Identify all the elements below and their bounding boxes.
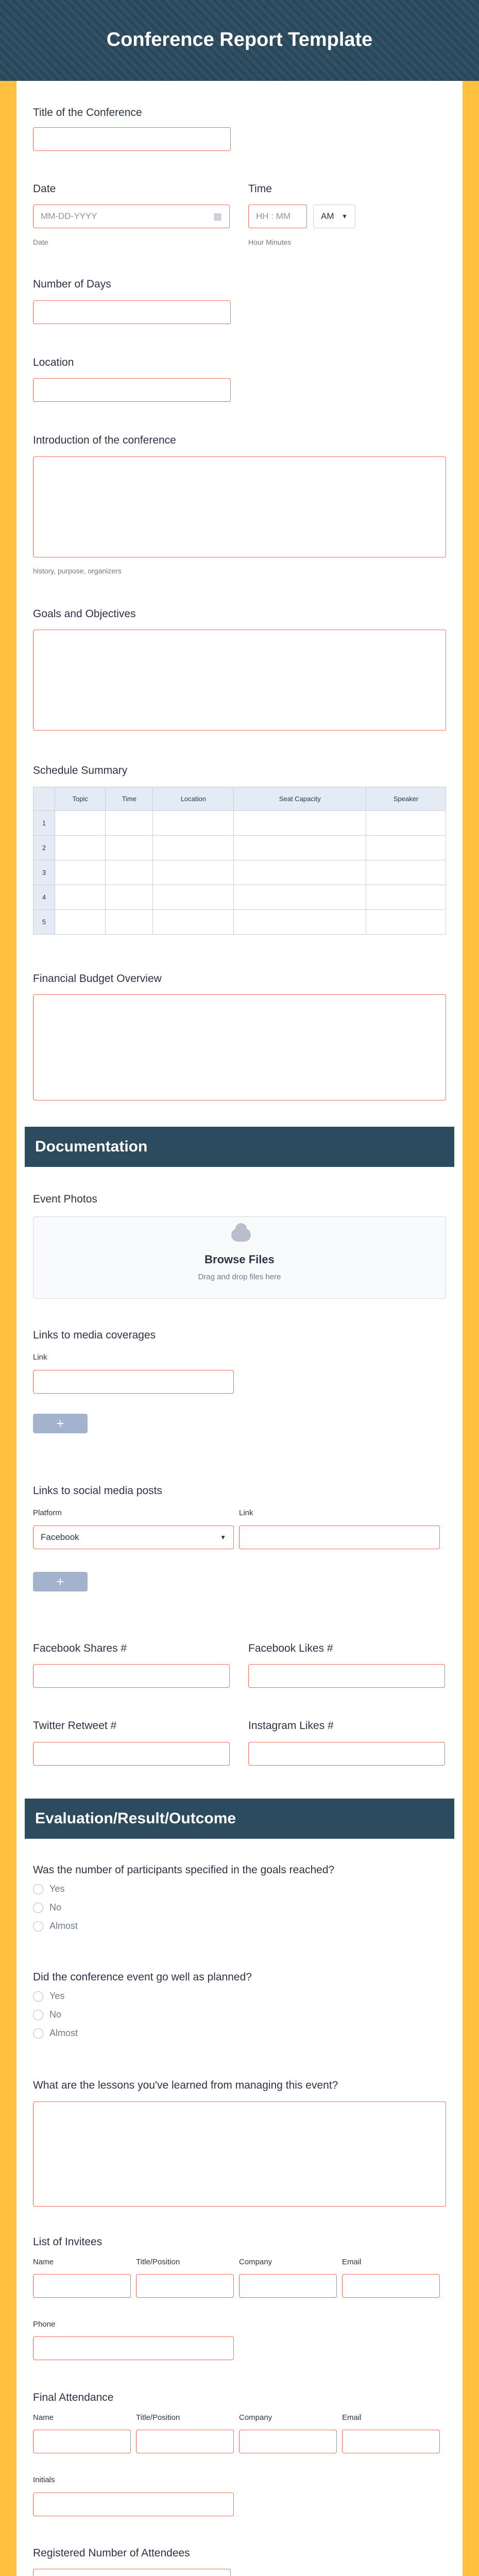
option-label: Almost (49, 2028, 78, 2038)
add-media-link-button[interactable]: + (33, 1414, 88, 1433)
table-cell[interactable] (106, 860, 153, 885)
budget-label: Financial Budget Overview (33, 973, 162, 985)
table-cell[interactable] (234, 811, 366, 836)
table-cell[interactable] (366, 811, 446, 836)
intro-label: Introduction of the conference (33, 434, 176, 446)
table-row (33, 836, 446, 860)
intro-sub: history, purpose, organizers (33, 567, 122, 575)
q1-option-almost[interactable] (33, 1921, 78, 1931)
schedule-col-topic: Topic (55, 787, 106, 811)
row-number: 2 (33, 836, 55, 860)
time-placeholder: HH : MM (256, 211, 291, 221)
invitee-email-input[interactable] (342, 2274, 440, 2298)
lessons-label: What are the lessons you've learned from managing this event? (33, 2079, 338, 2091)
table-cell[interactable] (55, 885, 106, 910)
registered-input[interactable] (33, 2569, 231, 2576)
invitee-name-label: Name (33, 2258, 54, 2266)
attendee-title-input[interactable] (136, 2430, 234, 2453)
date-placeholder: MM-DD-YYYY (41, 211, 97, 221)
days-label: Number of Days (33, 278, 111, 290)
table-cell[interactable] (153, 860, 234, 885)
social-link-label: Link (239, 1509, 253, 1517)
schedule-corner (33, 787, 55, 811)
table-cell[interactable] (366, 910, 446, 935)
table-cell[interactable] (106, 910, 153, 935)
date-label: Date (33, 183, 56, 195)
attendee-initials-label: Initials (33, 2476, 55, 2484)
row-number: 5 (33, 910, 55, 935)
attendee-name-label: Name (33, 2413, 54, 2422)
cloud-upload-icon (231, 1228, 251, 1242)
radio-circle[interactable] (33, 1903, 43, 1913)
table-cell[interactable] (106, 811, 153, 836)
schedule-table (33, 787, 446, 935)
option-label: No (49, 2009, 62, 2020)
ig-likes-input[interactable] (248, 1742, 445, 1766)
schedule-col-time: Time (106, 787, 153, 811)
radio-circle[interactable] (33, 1921, 43, 1931)
radio-circle[interactable] (33, 2028, 43, 2039)
table-row (33, 860, 446, 885)
media-link-label: Link (33, 1353, 47, 1362)
add-social-link-button[interactable]: + (33, 1572, 88, 1591)
form-title: Conference Report Template (106, 29, 373, 50)
table-cell[interactable] (153, 811, 234, 836)
fb-likes-input[interactable] (248, 1664, 445, 1688)
table-cell[interactable] (366, 885, 446, 910)
table-cell[interactable] (366, 836, 446, 860)
option-label: No (49, 1902, 62, 1912)
ig-likes-label: Instagram Likes # (248, 1720, 334, 1732)
browse-files-label[interactable]: Browse Files (204, 1253, 275, 1266)
lessons-textarea[interactable] (33, 2102, 446, 2207)
attendee-initials-input[interactable] (33, 2493, 234, 2516)
time-label: Time (248, 183, 272, 195)
table-row (33, 910, 446, 935)
table-cell[interactable] (55, 811, 106, 836)
table-cell[interactable] (234, 910, 366, 935)
invitee-name-input[interactable] (33, 2274, 131, 2298)
social-link-input[interactable] (239, 1526, 440, 1549)
q1-option-no[interactable] (33, 1902, 61, 1913)
ampm-value: AM (321, 211, 334, 221)
option-label: Yes (49, 1884, 65, 1894)
attendee-email-input[interactable] (342, 2430, 440, 2453)
intro-textarea[interactable] (33, 456, 446, 557)
table-cell[interactable] (153, 885, 234, 910)
q2-option-yes[interactable] (33, 1991, 64, 2002)
fb-likes-label: Facebook Likes # (248, 1642, 333, 1654)
attendee-name-input[interactable] (33, 2430, 131, 2453)
row-number: 3 (33, 860, 55, 885)
table-cell[interactable] (234, 836, 366, 860)
schedule-col-location: Location (153, 787, 234, 811)
title-label: Title of the Conference (33, 107, 142, 118)
q1-option-yes[interactable] (33, 1884, 64, 1894)
table-cell[interactable] (55, 860, 106, 885)
table-cell[interactable] (366, 860, 446, 885)
table-cell[interactable] (55, 836, 106, 860)
q2-option-almost[interactable] (33, 2028, 78, 2039)
platform-select[interactable] (33, 1526, 234, 1549)
photos-label: Event Photos (33, 1193, 97, 1205)
table-row (33, 885, 446, 910)
registered-label: Registered Number of Attendees (33, 2547, 190, 2559)
table-cell[interactable] (234, 885, 366, 910)
time-sub: Hour Minutes (248, 238, 292, 246)
location-input[interactable] (33, 378, 231, 402)
calendar-icon[interactable]: ▦ (213, 211, 222, 222)
schedule-header-row (33, 787, 446, 811)
q1-label: Was the number of participants specified in the goals reached? (33, 1864, 335, 1876)
radio-circle[interactable] (33, 2010, 43, 2020)
invitee-company-input[interactable] (239, 2274, 337, 2298)
radio-circle[interactable] (33, 1991, 43, 2002)
platform-value: Facebook (41, 1532, 79, 1542)
invitee-company-label: Company (239, 2258, 272, 2266)
ampm-select[interactable] (313, 205, 355, 228)
goals-label: Goals and Objectives (33, 608, 136, 620)
fb-shares-input[interactable] (33, 1664, 230, 1688)
social-label: Links to social media posts (33, 1485, 162, 1497)
invitee-phone-label: Phone (33, 2320, 56, 2329)
table-cell[interactable] (106, 836, 153, 860)
table-cell[interactable] (55, 910, 106, 935)
title-input[interactable] (33, 127, 231, 151)
invitee-email-label: Email (342, 2258, 362, 2266)
attendee-email-label: Email (342, 2413, 362, 2422)
time-input[interactable] (248, 205, 307, 228)
invitee-title-input[interactable] (136, 2274, 234, 2298)
attendee-company-label: Company (239, 2413, 272, 2422)
attendance-label: Final Attendance (33, 2392, 114, 2403)
attendee-company-input[interactable] (239, 2430, 337, 2453)
goals-textarea[interactable] (33, 630, 446, 731)
invitee-title-label: Title/Position (136, 2258, 180, 2266)
table-row (33, 811, 446, 836)
platform-label: Platform (33, 1509, 62, 1517)
option-label: Almost (49, 1921, 78, 1931)
q2-label: Did the conference event go well as planned? (33, 1971, 252, 1983)
tw-retweet-input[interactable] (33, 1742, 230, 1766)
radio-circle[interactable] (33, 1884, 43, 1894)
fb-shares-label: Facebook Shares # (33, 1642, 127, 1654)
table-cell[interactable] (106, 885, 153, 910)
option-label: Yes (49, 1991, 65, 2001)
date-input[interactable] (33, 205, 230, 228)
days-input[interactable] (33, 300, 231, 324)
form-header (0, 0, 479, 81)
invitee-phone-input[interactable] (33, 2336, 234, 2360)
table-cell[interactable] (153, 836, 234, 860)
q2-option-no[interactable] (33, 2009, 61, 2020)
location-label: Location (33, 357, 74, 368)
media-link-input[interactable] (33, 1370, 234, 1394)
drag-drop-label: Drag and drop files here (198, 1273, 281, 1281)
media-label: Links to media coverages (33, 1329, 156, 1341)
budget-textarea[interactable] (33, 994, 446, 1100)
documentation-heading: Documentation (25, 1127, 454, 1167)
invitees-label: List of Invitees (33, 2236, 102, 2248)
attendee-title-label: Title/Position (136, 2413, 180, 2422)
schedule-col-speaker: Speaker (366, 787, 446, 811)
schedule-label: Schedule Summary (33, 765, 128, 776)
date-sub: Date (33, 238, 48, 246)
chevron-down-icon: ▼ (220, 1534, 226, 1541)
tw-retweet-label: Twitter Retweet # (33, 1720, 117, 1732)
schedule-col-seat-capacity: Seat Capacity (234, 787, 366, 811)
table-cell[interactable] (234, 860, 366, 885)
evaluation-heading: Evaluation/Result/Outcome (25, 1799, 454, 1839)
file-upload-area[interactable] (33, 1216, 446, 1299)
chevron-down-icon: ▼ (341, 213, 348, 220)
table-cell[interactable] (153, 910, 234, 935)
row-number: 1 (33, 811, 55, 836)
row-number: 4 (33, 885, 55, 910)
